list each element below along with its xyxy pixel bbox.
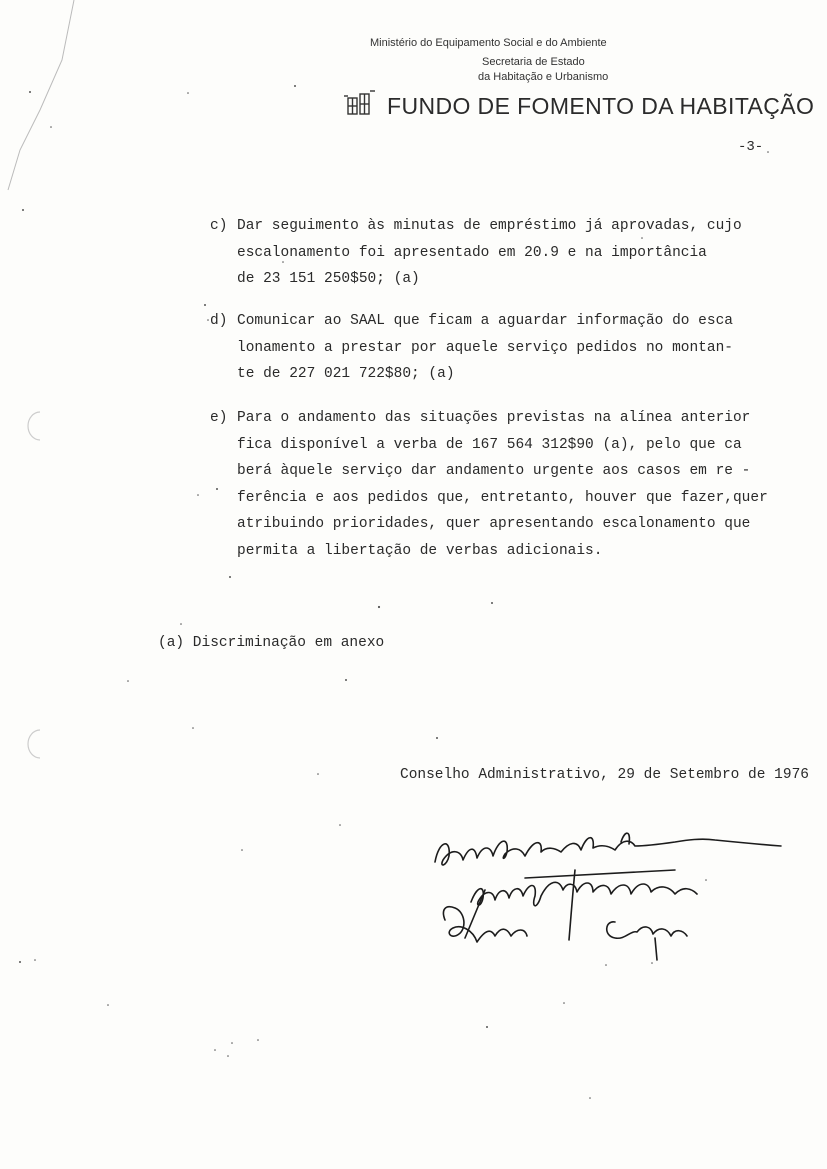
page-number: -3- <box>738 139 764 155</box>
item-line: fica disponível a verba de 167 564 312$90 (a), pelo que ca <box>237 436 742 453</box>
closing-line: Conselho Administrativo, 29 de Setembro de 1976 <box>400 767 809 783</box>
item-line: permita a libertação de verbas adicionais. <box>237 542 603 559</box>
item-line: Comunicar ao SAAL que ficam a aguardar informação do esca <box>237 313 733 329</box>
footnote: (a) Discriminação em anexo <box>158 635 385 651</box>
letterhead-secretariat-line2: da Habitação e Urbanismo <box>478 71 609 83</box>
item-line: atribuindo prioridades, quer apresentando escalonamento que <box>237 516 751 532</box>
item-line: ferência e aos pedidos que, entretanto, houver que fazer,quer <box>237 489 768 506</box>
organization-title: FUNDO DE FOMENTO DA HABITAÇÃO <box>387 93 815 119</box>
letterhead-secretariat-line1: Secretaria de Estado <box>482 56 585 68</box>
item-line: berá àquele serviço dar andamento urgente aos casos em re - <box>237 463 751 479</box>
letterhead-ministry: Ministério do Equipamento Social e do Ambiente <box>370 37 607 49</box>
item-label: c) <box>210 218 228 234</box>
item-line: Dar seguimento às minutas de empréstimo já aprovadas, cujo <box>237 218 742 234</box>
item-line: escalonamento foi apresentado em 20.9 e na importância <box>237 244 707 261</box>
item-line: lonamento a prestar por aquele serviço pedidos no montan- <box>237 339 733 356</box>
item-line: Para o andamento das situações previstas na alínea anterior <box>237 410 751 426</box>
item-label: e) <box>210 410 228 426</box>
item-line: de 23 151 250$50; (a) <box>237 271 420 287</box>
item-label: d) <box>210 313 228 329</box>
item-line: te de 227 021 722$80; (a) <box>237 366 455 382</box>
